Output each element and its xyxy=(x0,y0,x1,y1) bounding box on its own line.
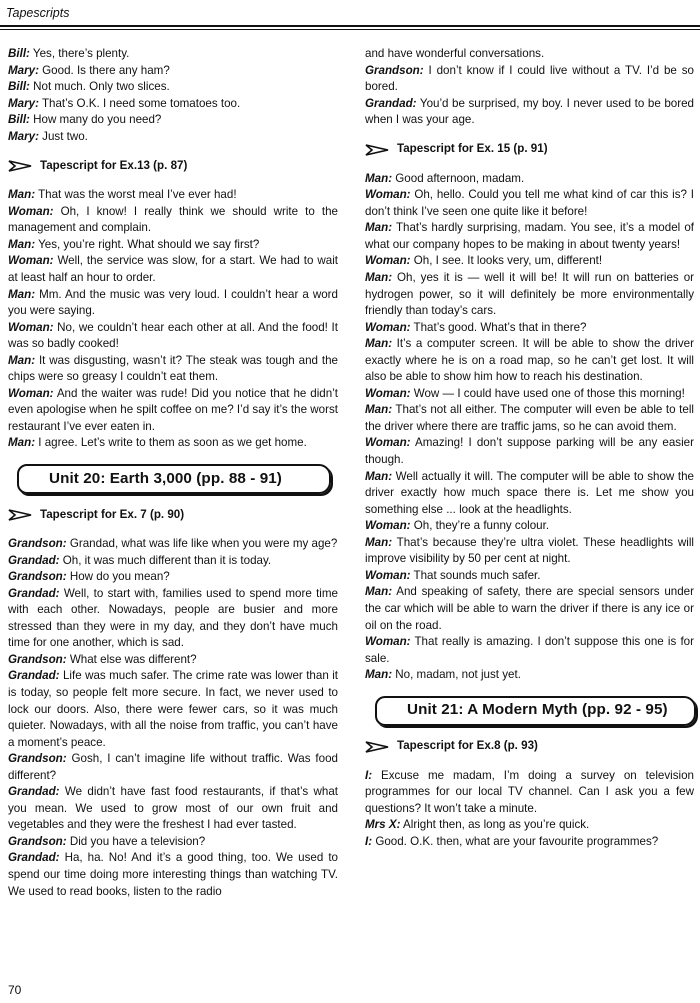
dialogue-text: Well, to start with, families used to spend more time with each other. Nowadays, people are busier and more stressed than they were in my day, and they don’t have much time for one another, which is sad. xyxy=(8,586,338,650)
speaker-name: I: xyxy=(365,768,373,782)
speaker-name: Woman: xyxy=(365,519,411,533)
dialogue-text: Wow — I could have used one of those this morning! xyxy=(410,386,685,400)
spacer xyxy=(365,129,694,141)
speaker-name: Man: xyxy=(365,171,393,185)
dialogue-text: and have wonderful conversations. xyxy=(365,47,545,60)
tapescript-heading-text: Tapescript for Ex. 15 (p. 91) xyxy=(397,142,548,156)
dialogue-line xyxy=(365,46,694,63)
speaker-name: Bill: xyxy=(8,47,30,60)
speaker-name: Grandson: xyxy=(8,834,67,848)
right-column xyxy=(365,46,694,850)
dialogue-line xyxy=(365,435,694,468)
speaker-name: Bill: xyxy=(8,80,30,94)
dialogue-line xyxy=(365,834,694,851)
speaker-name: Man: xyxy=(8,237,36,251)
speaker-name: Grandson: xyxy=(8,537,67,551)
dialogue-line xyxy=(8,435,338,452)
dialogue-text: You’d be surprised, my boy. I never used to be bored when I was your age. xyxy=(365,96,694,127)
dialogue-text: That’s O.K. I need some tomatoes too. xyxy=(38,96,241,110)
dialogue-text: Oh, they’re a funny colour. xyxy=(410,519,550,533)
left-column xyxy=(8,46,338,900)
speaker-name: I: xyxy=(365,834,373,848)
dialogue-text: I don’t know if I could live without a TV. I’d be so bored. xyxy=(365,63,694,94)
dialogue-line xyxy=(365,63,694,96)
spacer xyxy=(365,684,694,696)
dialogue-line xyxy=(8,668,338,751)
dialogue-line xyxy=(8,536,338,553)
tapescript-heading-text: Tapescript for Ex.8 (p. 93) xyxy=(397,739,538,753)
dialogue-line xyxy=(8,834,338,851)
speaker-name: Grandad: xyxy=(8,553,60,567)
dialogue-line xyxy=(8,652,338,669)
dialogue-line xyxy=(8,586,338,652)
speaker-name: Man: xyxy=(8,287,36,301)
spacer xyxy=(8,494,338,506)
spacer xyxy=(365,756,694,768)
dialogue-text: That’s not all either. The computer will even be able to tell the driver where there are traffic jams, so he can avoid them. xyxy=(365,403,694,433)
speaker-name: Mary: xyxy=(8,63,39,77)
dialogue-line xyxy=(8,386,338,436)
spacer xyxy=(8,452,338,464)
pointer-arrow-icon xyxy=(8,160,32,172)
speaker-name: Woman: xyxy=(365,320,411,334)
spacer xyxy=(365,159,694,171)
dialogue-line xyxy=(365,568,694,585)
dialogue-text: Ha, ha. No! And it’s a good thing, too. We used to spend our time doing more interesting things than watching TV. We used to read books, listen to the radio xyxy=(8,851,338,898)
dialogue-text: What else was different? xyxy=(66,652,197,666)
header-rule-thin xyxy=(0,29,700,30)
dialogue-text: That really is amazing. I don’t suppose this one is for sale. xyxy=(365,635,694,665)
dialogue-line xyxy=(8,237,338,254)
dialogue-text: Oh, hello. Could you tell me what kind of car this is? I don’t think I’ve seen one quite like it before! xyxy=(365,188,694,218)
speaker-name: Grandson: xyxy=(8,652,67,666)
dialogue-line xyxy=(365,96,694,129)
dialogue-line xyxy=(365,386,694,403)
dialogue-text: I agree. Let’s write to them as soon as we get home. xyxy=(35,436,307,450)
unit-heading-text: Unit 21: A Modern Myth (pp. 92 - 95) xyxy=(407,701,668,719)
speaker-name: Man: xyxy=(8,188,36,202)
dialogue-line xyxy=(365,667,694,684)
dialogue-line xyxy=(365,320,694,337)
dialogue-line xyxy=(365,402,694,435)
dialogue-line xyxy=(365,187,694,220)
tapescript-heading xyxy=(8,157,338,175)
dialogue-line xyxy=(8,63,338,80)
spacer xyxy=(8,145,338,157)
dialogue-text: Alright then, as long as you’re quick. xyxy=(400,818,590,832)
dialogue-text: Oh, I know! I really think we should write to the management and complain. xyxy=(8,204,338,235)
dialogue-text: No, madam, not just yet. xyxy=(392,668,521,682)
speaker-name: Man: xyxy=(365,535,393,549)
tapescript-heading-text: Tapescript for Ex.13 (p. 87) xyxy=(40,159,188,172)
speaker-name: Woman: xyxy=(8,204,54,218)
dialogue-text: Just two. xyxy=(38,129,88,143)
dialogue-line xyxy=(8,96,338,113)
speaker-name: Woman: xyxy=(365,568,411,582)
speaker-name: Man: xyxy=(365,585,393,599)
speaker-name: Man: xyxy=(8,353,36,367)
dialogue-line xyxy=(8,353,338,386)
dialogue-text: Yes, there’s plenty. xyxy=(29,47,130,60)
dialogue-text: Excuse me madam, I’m doing a survey on television programmes for our local TV channel. Can I ask you a few questions? It won’t take a minute. xyxy=(365,768,694,815)
speaker-name: Man: xyxy=(365,668,393,682)
speaker-name: Grandad: xyxy=(8,785,60,799)
dialogue-text: Not much. Only two slices. xyxy=(29,80,170,94)
speaker-name: Woman: xyxy=(365,386,411,400)
dialogue-text: Good afternoon, madam. xyxy=(392,171,525,185)
dialogue-text: Grandad, what was life like when you were my age? xyxy=(66,537,338,551)
dialogue-text: Well actually it will. The computer will be able to show the driver exactly how much space there is. Let me show you something else ... look at the headlights. xyxy=(365,469,694,516)
dialogue-text: And speaking of safety, there are special sensors under the car which will be able to warn the driver if there is any ice or oil on the road. xyxy=(365,585,694,632)
dialogue-line xyxy=(8,112,338,129)
dialogue-text: That’s because they’re ultra violet. These headlights will improve visibility by 50 per cent at night. xyxy=(365,535,694,566)
dialogue-line xyxy=(365,817,694,834)
spacer xyxy=(8,524,338,536)
dialogue-line xyxy=(8,287,338,320)
spacer xyxy=(8,175,338,187)
dialogue-text: Amazing! I don’t suppose parking will be any easier though. xyxy=(365,436,694,467)
dialogue-text: That’s good. What’s that in there? xyxy=(410,320,587,334)
speaker-name: Mrs X: xyxy=(365,818,401,832)
dialogue-line xyxy=(8,46,338,63)
tapescript-heading xyxy=(365,141,694,159)
dialogue-text: Good. O.K. then, what are your favourite programmes? xyxy=(372,834,659,848)
dialogue-text: How do you mean? xyxy=(66,570,170,584)
dialogue-line xyxy=(365,336,694,386)
tapescript-heading-text: Tapescript for Ex. 7 (p. 90) xyxy=(40,507,185,521)
header-rule-thick xyxy=(0,25,700,27)
speaker-name: Woman: xyxy=(8,254,54,268)
speaker-name: Man: xyxy=(365,271,393,285)
speaker-name: Woman: xyxy=(365,436,411,450)
dialogue-line xyxy=(365,469,694,519)
dialogue-line xyxy=(365,171,694,188)
dialogue-text: That’s hardly surprising, madam. You see, it’s a model of what our company hopes to be making in about twenty years! xyxy=(365,221,694,251)
tapescript-heading xyxy=(8,506,338,524)
dialogue-text: Good. Is there any ham? xyxy=(38,63,170,77)
unit-heading-text: Unit 20: Earth 3,000 (pp. 88 - 91) xyxy=(49,469,282,487)
dialogue-line xyxy=(8,784,338,834)
dialogue-text: Life was much safer. The crime rate was lower than it is today, so people felt more secure. In fact, we never used to lock our doors. Also, there were fewer cars, so it was much quieter. Nowadays, with all the noise from traffic, you can’t have a moment’s peace. xyxy=(8,669,338,749)
speaker-name: Grandad: xyxy=(8,669,60,683)
speaker-name: Grandad: xyxy=(8,851,60,865)
speaker-name: Woman: xyxy=(365,635,411,649)
dialogue-line xyxy=(365,535,694,568)
dialogue-text: Oh, I see. It looks very, um, different! xyxy=(410,254,603,268)
speaker-name: Man: xyxy=(8,436,36,450)
dialogue-text: No, we couldn’t hear each other at all. And the food! It was so badly cooked! xyxy=(8,320,338,351)
dialogue-text: Oh, it was much different than it is today. xyxy=(59,553,272,567)
dialogue-line xyxy=(365,518,694,535)
dialogue-line xyxy=(8,320,338,353)
speaker-name: Woman: xyxy=(365,188,411,202)
dialogue-line xyxy=(8,129,338,146)
dialogue-line xyxy=(8,253,338,286)
speaker-name: Woman: xyxy=(8,386,54,400)
speaker-name: Woman: xyxy=(365,254,411,268)
speaker-name: Mary: xyxy=(8,129,39,143)
dialogue-text: Oh, yes it is — well it will be! It will run on batteries or hydrogen power, so it will definitely be more environmentally friendly than today’s cars. xyxy=(365,271,694,318)
dialogue-text: And the waiter was rude! Did you notice that he didn’t even apologise when he spilt coffee on me? I’d say it’s the worst restaurant I’ve ever eaten in. xyxy=(8,386,338,433)
page-number: 70 xyxy=(8,983,22,997)
dialogue-text: That was the worst meal I’ve ever had! xyxy=(35,188,237,202)
dialogue-text: Did you have a television? xyxy=(66,834,206,848)
unit-heading-box xyxy=(17,464,331,494)
speaker-name: Grandad: xyxy=(8,586,60,600)
speaker-name: Man: xyxy=(365,469,393,483)
speaker-name: Man: xyxy=(365,221,393,235)
speaker-name: Grandad: xyxy=(365,96,417,110)
dialogue-line xyxy=(365,270,694,320)
pointer-arrow-icon xyxy=(365,144,389,156)
dialogue-text: Well, the service was slow, for a start. We had to wait at least half an hour to order. xyxy=(8,254,338,285)
dialogue-line xyxy=(365,634,694,667)
dialogue-line xyxy=(8,569,338,586)
speaker-name: Man: xyxy=(365,337,393,351)
speaker-name: Grandson: xyxy=(365,63,424,77)
spacer xyxy=(365,726,694,738)
unit-heading-box xyxy=(375,696,696,726)
dialogue-line xyxy=(8,751,338,784)
pointer-arrow-icon xyxy=(365,741,389,753)
speaker-name: Bill: xyxy=(8,113,30,127)
dialogue-text: That sounds much safer. xyxy=(410,568,541,582)
speaker-name: Mary: xyxy=(8,96,39,110)
dialogue-text: Yes, you’re right. What should we say first? xyxy=(35,237,260,251)
running-head: Tapescripts xyxy=(6,6,70,20)
dialogue-text: It’s a computer screen. It will be able to show the driver exactly where he is on a road map, so he can’t get lost. It will also be able to show him how to reach his destination. xyxy=(365,337,694,384)
dialogue-line xyxy=(8,850,338,900)
speaker-name: Man: xyxy=(365,403,393,417)
dialogue-text: Mm. And the music was very loud. I couldn’t hear a word you were saying. xyxy=(8,287,338,318)
dialogue-line xyxy=(8,79,338,96)
dialogue-line xyxy=(365,768,694,818)
dialogue-text: How many do you need? xyxy=(29,113,162,127)
speaker-name: Grandson: xyxy=(8,570,67,584)
tapescript-heading xyxy=(365,738,694,756)
dialogue-line xyxy=(365,253,694,270)
dialogue-line xyxy=(8,187,338,204)
dialogue-line xyxy=(365,584,694,634)
dialogue-line xyxy=(8,553,338,570)
pointer-arrow-icon xyxy=(8,509,32,521)
dialogue-line xyxy=(8,204,338,237)
dialogue-text: Gosh, I can’t imagine life without traffic. Was food different? xyxy=(8,752,338,782)
speaker-name: Grandson: xyxy=(8,752,67,766)
dialogue-text: It was disgusting, wasn’t it? The steak was tough and the chips were so greasy I couldn’t eat them. xyxy=(8,353,338,384)
dialogue-text: We didn’t have fast food restaurants, if that’s what you mean. We used to grow most of our own fruit and vegetables and they were the freshest I had ever tasted. xyxy=(8,785,338,832)
speaker-name: Woman: xyxy=(8,320,54,334)
dialogue-line xyxy=(365,220,694,253)
